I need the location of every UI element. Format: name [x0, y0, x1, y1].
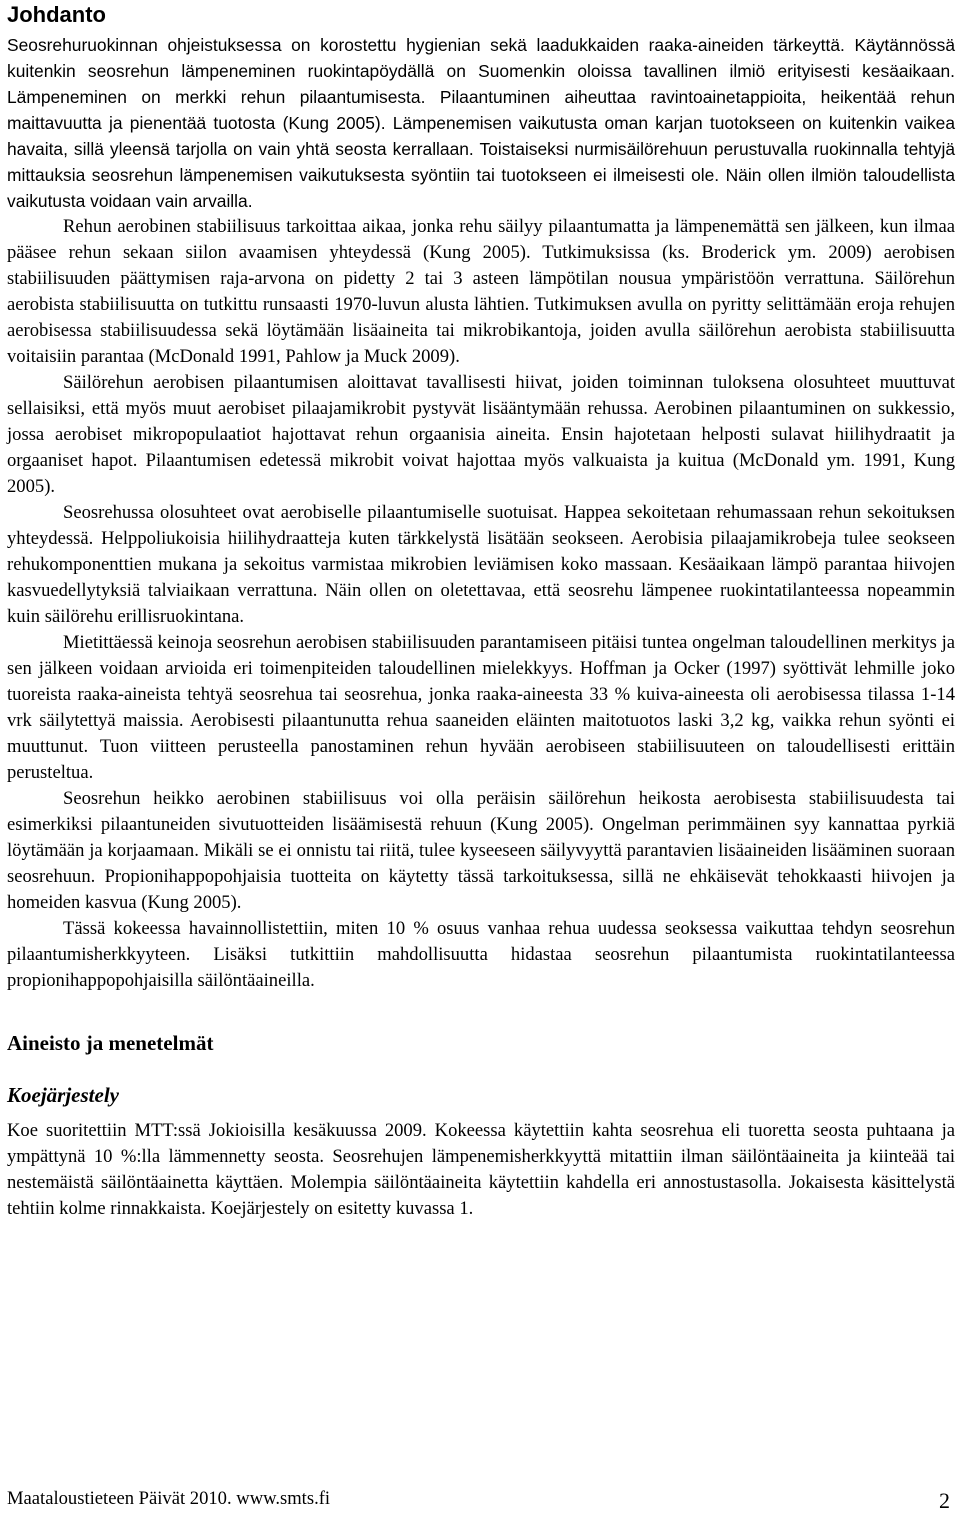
- body-paragraph: Säilörehun aerobisen pilaantumisen aloittavat tavallisesti hiivat, joiden toiminnan tuloksena olosuhteet muuttuvat sellaisiksi, että myös muut aerobiset pilaajamikrobit pystyvät lisääntymään rehussa. Aerobinen pilaantuminen on sukkessio, jossa aerobiset mikropopulaatiot hajottavat rehun orgaanisia aineita. Ensin hajotetaan helposti sulavat hiilihydraatit ja orgaaniset hapot. Pilaantumisen edetessä mikrobit voivat hajottaa myös valkuaista ja kuitua (McDonald ym. 1991, Kung 2005).: [7, 372, 955, 497]
- body-paragraph: Seosrehussa olosuhteet ovat aerobiselle pilaantumiselle suotuisat. Happea sekoitetaan rehumassaan rehun sekoituksen yhteydessä. Helppoliukoisia hiilihydraatteja kuten tärkkelystä lisätään seokseen. Aerobisia pilaajamikrobeja tulee seokseen rehukomponenttien mukana ja sekoitus varmistaa mikrobien leviämisen koko massaan. Kesäaikaan lämpö parantaa hiivojen kasvuedellytyksiä talviaikaan verrattuna. Näin ollen on oletettavaa, että seosrehu lämpenee ruokintatilanteessa nopeammin kuin säilörehu erillisruokintana.: [7, 502, 955, 627]
- page-number: 2: [939, 1488, 950, 1513]
- intro-paragraph-sans: Seosrehuruokinnan ohjeistuksessa on korostettu hygienian sekä laadukkaiden raaka-aineiden tärkeyttä. Käytännössä kuitenkin seosrehun lämpeneminen ruokintapöydällä on Suomenkin oloissa tavallinen ilmiö erityisesti kesäaikaan. Lämpeneminen on merkki rehun pilaantumisesta. Pilaantuminen aiheuttaa ravintoainetappioita, heikentää rehun maittavuutta ja pienentää tuotosta (Kung 2005). Lämpenemisen vaikutusta oman karjan tuotokseen on kuitenkin vaikea havaita, sillä yleensä tarjolla on vain yhtä seosta kerrallaan. Toistaiseksi nurmisäilörehuun perustuvalla ruokinnalla tehtyjä mittauksia seosrehun lämpenemisen vaikutuksesta syöntiin tai tuotokseen ei ilmeisesti ole. Näin ollen ilmiön taloudellista vaikutusta voidaan vain arvailla.: [7, 35, 955, 211]
- subsection-heading-setup: Koejärjestely: [7, 1083, 119, 1107]
- document-page: [7, 0, 955, 1222]
- body-paragraph: Rehun aerobinen stabiilisuus tarkoittaa aikaa, jonka rehu säilyy pilaantumatta ja lämpenemättä sen jälkeen, kun ilmaa pääsee rehun sekaan siilon avaamisen yhteydessä (Kung 2005). Tutkimuksissa (ks. Broderick ym. 2009) aerobisen stabiilisuuden päättymisen raja-arvona on pidetty 2 tai 3 asteen lämpötilan nousua ympäristöön verrattuna. Säilörehun aerobista stabiilisuutta on tutkittu runsaasti 1970-luvun alusta lähtien. Tutkimuksen avulla on pyritty selittämään eroja rehujen aerobisessa stabiilisuudessa sekä löytämään lisäaineita tai mikrobikantoja, joiden avulla säilörehun aerobista stabiilisuutta voitaisiin parantaa (McDonald 1991, Pahlow ja Muck 2009).: [7, 216, 955, 367]
- methods-paragraph: Koe suoritettiin MTT:ssä Jokioisilla kesäkuussa 2009. Kokeessa käytettiin kahta seosrehua eli tuoretta seosta puhtaana ja ympättynä 10 %:lla lämmennetty seosta. Seosrehujen lämpenemisherkkyyttä mitattiin ilman säilöntäaineita ja kiinteää tai nestemäistä säilöntäainetta käyttäen. Molempia säilöntäaineita käytettiin kahdella eri annostustasolla. Jokaisesta käsittelystä tehtiin kolme rinnakkaista. Koejärjestely on esitetty kuvassa 1.: [7, 1120, 955, 1219]
- body-paragraph: Tässä kokeessa havainnollistettiin, miten 10 % osuus vanhaa rehua uudessa seoksessa vaikuttaa tehdyn seosrehun pilaantumisherkkyyteen. Lisäksi tutkittiin mahdollisuutta hidastaa seosrehun pilaantumista ruokintatilanteessa propionihappopohjaisilla säilöntäaineilla.: [7, 918, 955, 991]
- section-heading-intro: Johdanto: [7, 2, 106, 27]
- section-heading-methods: Aineisto ja menetelmät: [7, 1031, 214, 1055]
- body-paragraph: Seosrehun heikko aerobinen stabiilisuus voi olla peräisin säilörehun heikosta aerobisesta stabiilisuudesta tai esimerkiksi pilaantuneiden sivutuotteiden lisäämisestä rehuun (Kung 2005). Ongelman perimmäinen syy kannattaa pyrkiä löytämään ja korjaamaan. Mikäli se ei onnistu tai riitä, tulee kyseeseen säilyvyyttä parantavien lisäaineiden lisääminen suoraan seosrehuun. Propionihappopohjaisia tuotteita on käytetty tässä tarkoituksessa, sillä ne ehkäisevät tehokkaasti hiivojen ja homeiden kasvua (Kung 2005).: [7, 788, 955, 913]
- body-paragraph: Mietittäessä keinoja seosrehun aerobisen stabiilisuuden parantamiseen pitäisi tuntea ongelman taloudellinen merkitys ja sen jälkeen voidaan arvioida eri toimenpiteiden taloudellinen mielekkyys. Hoffman ja Ocker (1997) syöttivät lehmille joko tuoreista raaka-aineista tehtyä seosrehua tai seosrehua, jonka raaka-aineesta 33 % kuiva-aineesta oli aerobisessa tilassa 1-14 vrk säilytettyä maissia. Aerobisesti pilaantunutta rehua saaneiden eläinten maitotuotos laski 3,2 kg, vaikka rehun syönti ei muuttunut. Tuon viitteen perusteella panostaminen rehun hyvään aerobiseen stabiilisuuteen on taloudellisesti erittäin perusteltua.: [7, 632, 955, 783]
- footer-publication: Maataloustieteen Päivät 2010. www.smts.fi: [7, 1488, 331, 1509]
